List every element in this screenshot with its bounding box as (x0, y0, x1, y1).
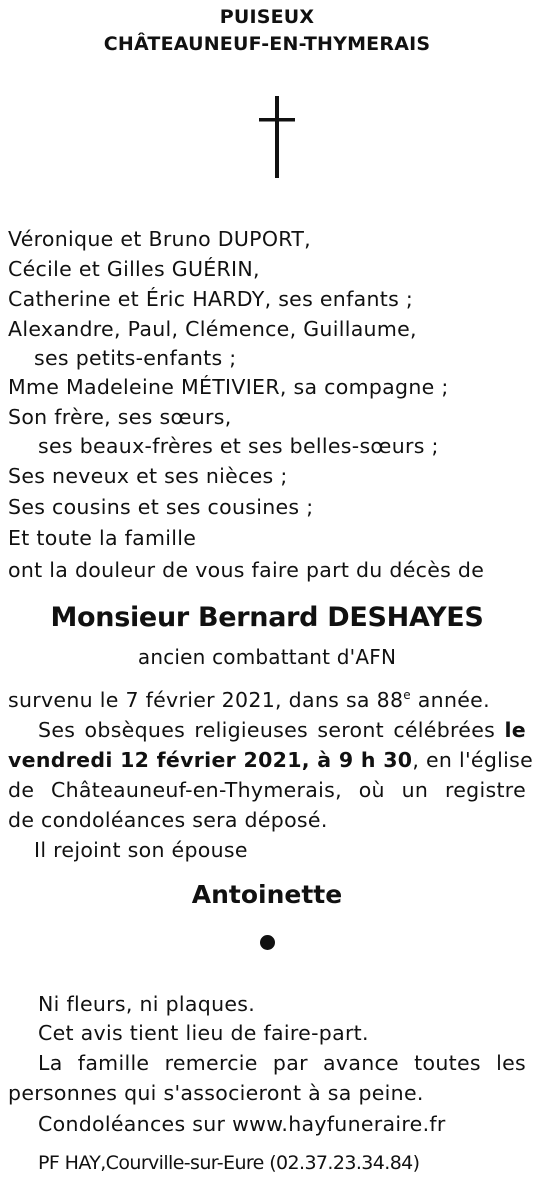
closing-line-4: personnes qui s'associeront à sa peine. (8, 1081, 424, 1105)
deceased-name: Monsieur Bernard DESHAYES (50, 602, 484, 633)
death-line-2: Ses obsèques religieuses seront célébrées le (38, 718, 526, 742)
death-line-4: de Châteauneuf-en-Thymerais, où un registre (8, 778, 526, 802)
family-line-4: Alexandre, Paul, Clémence, Guillaume, (8, 317, 417, 341)
death-line-3: vendredi 12 février 2021, à 9 h 30, en l'église (8, 748, 534, 772)
family-line-3: Catherine et Éric HARDY, ses enfants ; (8, 287, 414, 311)
death-line-5: de condoléances sera déposé. (8, 808, 328, 832)
family-line-1: Véronique et Bruno DUPORT, (8, 227, 311, 251)
cross-icon (247, 96, 307, 178)
header-town-1: PUISEUX (219, 6, 315, 28)
deceased-title: ancien combattant d'AFN (137, 645, 397, 669)
funeral-home-footer: PF HAY,Courville-sur-Eure (02.37.23.34.84) (38, 1152, 420, 1174)
family-line-12: ont la douleur de vous faire part du décès de (8, 558, 485, 582)
closing-line-1: Ni fleurs, ni plaques. (38, 992, 256, 1016)
header-town-2: CHÂTEAUNEUF-EN-THYMERAIS (103, 33, 431, 55)
family-line-7: Son frère, ses sœurs, (8, 405, 232, 429)
family-line-10: Ses cousins et ses cousines ; (8, 495, 314, 519)
family-line-6: Mme Madeleine MÉTIVIER, sa compagne ; (8, 375, 449, 399)
family-line-2: Cécile et Gilles GUÉRIN, (8, 257, 260, 281)
closing-line-3: La famille remercie par avance toutes les (38, 1051, 526, 1075)
spouse-name: Antoinette (191, 880, 343, 909)
death-line-6: Il rejoint son épouse (34, 838, 248, 862)
bullet-dot (260, 935, 275, 950)
death-line-1: survenu le 7 février 2021, dans sa 88e année. (8, 688, 490, 712)
closing-line-5: Condoléances sur www.hayfuneraire.fr (38, 1112, 446, 1136)
family-line-5: ses petits-enfants ; (34, 346, 237, 370)
family-line-11: Et toute la famille (8, 526, 197, 550)
family-line-8: ses beaux-frères et ses belles-sœurs ; (38, 434, 439, 458)
family-line-9: Ses neveux et ses nièces ; (8, 464, 288, 488)
closing-line-2: Cet avis tient lieu de faire-part. (38, 1021, 369, 1045)
